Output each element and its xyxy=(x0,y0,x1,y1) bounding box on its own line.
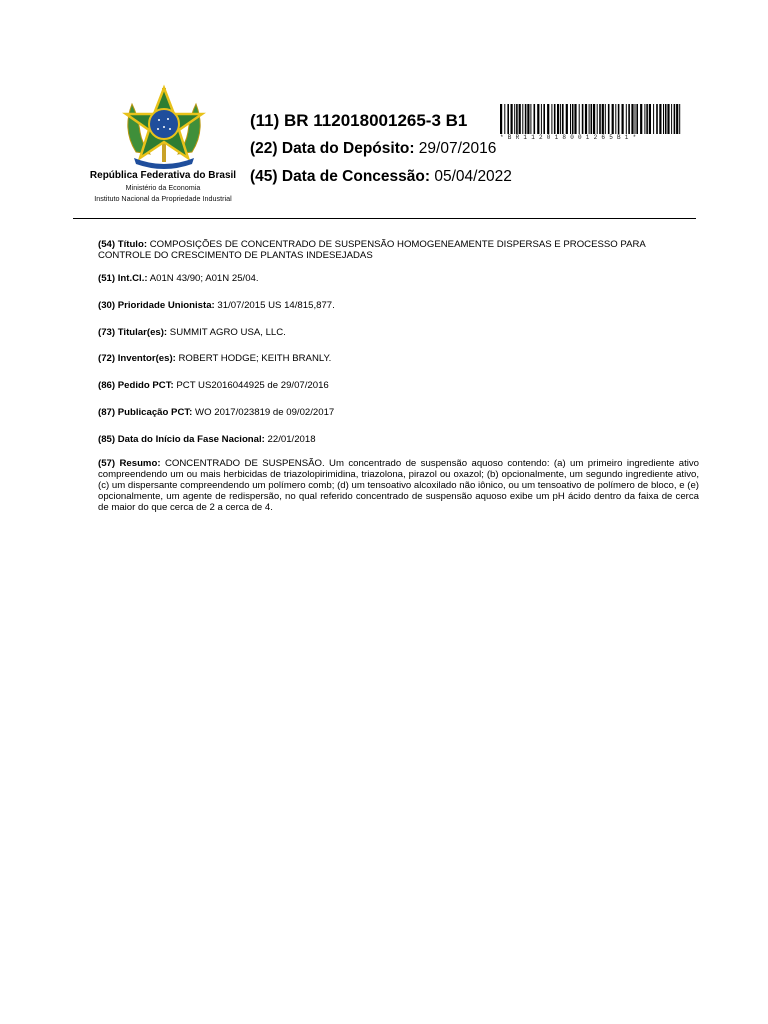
barcode-bar xyxy=(636,104,638,134)
barcode-bar xyxy=(525,104,527,134)
barcode-bar xyxy=(519,104,521,134)
barcode-bar xyxy=(537,104,539,134)
field-holder-label: (73) Titular(es): xyxy=(98,327,168,338)
institution-block xyxy=(82,170,244,204)
grant-date-line xyxy=(250,168,512,186)
barcode-bar xyxy=(562,104,564,134)
barcode-bar xyxy=(543,104,545,134)
barcode-bar xyxy=(649,104,651,134)
barcode-bar xyxy=(504,104,505,134)
barcode-bar xyxy=(618,104,620,134)
field-pct-request-label: (86) Pedido PCT: xyxy=(98,380,174,391)
filing-date-label: (22) Data do Depósito: xyxy=(250,140,415,157)
filing-date-value: 29/07/2016 xyxy=(418,140,497,157)
barcode-bar xyxy=(593,104,595,134)
field-pct-publication-label: (87) Publicação PCT: xyxy=(98,407,193,418)
barcode-bar xyxy=(589,104,590,134)
field-pct-request-value: PCT US2016044925 de 29/07/2016 xyxy=(176,380,329,391)
barcode-bar xyxy=(665,104,667,134)
barcode-bar xyxy=(579,104,580,134)
barcode-bar xyxy=(557,104,559,134)
field-abstract-label: (57) Resumo: xyxy=(98,458,161,469)
field-national-phase-value: 22/01/2018 xyxy=(267,434,316,445)
field-title xyxy=(98,239,699,261)
barcode-bar xyxy=(570,104,571,134)
barcode-bar xyxy=(574,104,576,134)
barcode-bar xyxy=(591,104,593,134)
filing-date-line xyxy=(250,140,496,158)
field-pct-publication-value: WO 2017/023819 de 09/02/2017 xyxy=(195,407,335,418)
barcode-bar xyxy=(659,104,661,134)
barcode-bar xyxy=(644,104,645,134)
barcode-bar xyxy=(663,104,664,134)
barcode-bar xyxy=(631,104,633,134)
field-priority-label: (30) Prioridade Unionista: xyxy=(98,300,215,311)
barcode-bar xyxy=(534,104,536,134)
field-priority-value: 31/07/2015 US 14/815,877. xyxy=(217,300,335,311)
barcode-bar xyxy=(605,104,606,134)
barcode-bar xyxy=(674,104,676,134)
barcode-bar xyxy=(541,104,542,134)
barcode-bar xyxy=(560,104,561,134)
field-holder-value: SUMMIT AGRO USA, LLC. xyxy=(169,327,286,338)
barcode-bar xyxy=(640,104,642,134)
barcode-bar xyxy=(671,104,672,134)
barcode-bar xyxy=(554,104,556,134)
field-inventors-value: ROBERT HODGE; KEITH BRANLY. xyxy=(178,353,332,364)
field-pct-publication xyxy=(98,407,699,418)
barcode-bar xyxy=(582,104,584,134)
barcode xyxy=(500,104,682,134)
barcode-bar xyxy=(626,104,627,134)
field-abstract-value: CONCENTRADO DE SUSPENSÃO. Um concentrado de suspensão aquoso contendo: (a) um primeiro ingrediente ativo compreendendo um ou mais herbicidas de triazolopirimidina, triazolona, pirazol ou oxazol; (b) opcionalmente, um segundo ingrediente ativo, (c) um dispersante compreendendo um polímero comb; (d) um tensoativo alcoxilado não iônico, ou um tensoativo de polímero de bloco, e (e) opcionalmente, um agente de redispersão, no qual referido concentrado de suspensão aquoso exibe um pH ácido dentro da faixa de cerca de maior do que cerca de 2 a cerca de 4. xyxy=(98,458,699,513)
barcode-bar xyxy=(547,104,549,134)
barcode-bar xyxy=(514,104,515,134)
header-divider xyxy=(73,218,696,219)
barcode-bar xyxy=(615,104,616,134)
barcode-bar xyxy=(530,104,531,134)
barcode-bar xyxy=(656,104,658,134)
barcode-bar xyxy=(622,104,624,134)
field-title-label: (54) Título: xyxy=(98,239,148,250)
barcode-bar xyxy=(566,104,568,134)
barcode-bar xyxy=(597,104,598,134)
institution-name: República Federativa do Brasil xyxy=(89,170,237,181)
barcode-bar xyxy=(635,104,636,134)
field-abstract xyxy=(98,458,699,513)
barcode-bar xyxy=(608,104,610,134)
field-intcl-value: A01N 43/90; A01N 25/04. xyxy=(149,273,259,284)
barcode-bar xyxy=(628,104,630,134)
barcode-bar xyxy=(679,104,680,134)
brazil-coat-of-arms-icon xyxy=(116,82,212,170)
field-inventors-label: (72) Inventor(es): xyxy=(98,353,176,364)
barcode-bar xyxy=(511,104,513,134)
barcode-bar xyxy=(676,104,678,134)
barcode-bar xyxy=(516,104,518,134)
grant-date-value: 05/04/2022 xyxy=(434,168,512,185)
field-intcl xyxy=(98,273,699,284)
barcode-text: *BR112018001265B1* xyxy=(500,134,641,141)
barcode-bar xyxy=(507,104,509,134)
field-holder xyxy=(98,327,699,338)
barcode-bar xyxy=(646,104,648,134)
barcode-bar xyxy=(602,104,604,134)
patent-number: (11) BR 112018001265-3 B1 xyxy=(250,111,468,130)
field-inventors xyxy=(98,353,699,364)
field-title-value: COMPOSIÇÕES DE CONCENTRADO DE SUSPENSÃO HOMOGENEAMENTE DISPERSAS E PROCESSO PARA CONTROLE DO CRESCIMENTO DE PLANTAS INDESEJADAS xyxy=(98,239,646,261)
barcode-bar xyxy=(667,104,669,134)
barcode-bar xyxy=(527,104,529,134)
field-intcl-label: (51) Int.Cl.: xyxy=(98,273,148,284)
barcode-bar xyxy=(522,104,523,134)
barcode-bar xyxy=(551,104,552,134)
field-national-phase-label: (85) Data do Início da Fase Nacional: xyxy=(98,434,265,445)
barcode-bar xyxy=(599,104,601,134)
barcode-bar xyxy=(612,104,614,134)
barcode-bar xyxy=(572,104,574,134)
field-priority xyxy=(98,300,699,311)
ministry-name: Ministério da Economia xyxy=(125,183,201,192)
grant-date-label: (45) Data de Concessão: xyxy=(250,168,431,185)
barcode-bar xyxy=(585,104,587,134)
field-national-phase xyxy=(98,434,699,445)
barcode-bar xyxy=(500,104,502,134)
institute-name: Instituto Nacional da Propriedade Industrial xyxy=(94,194,232,203)
barcode-bar xyxy=(653,104,654,134)
field-pct-request xyxy=(98,380,699,391)
